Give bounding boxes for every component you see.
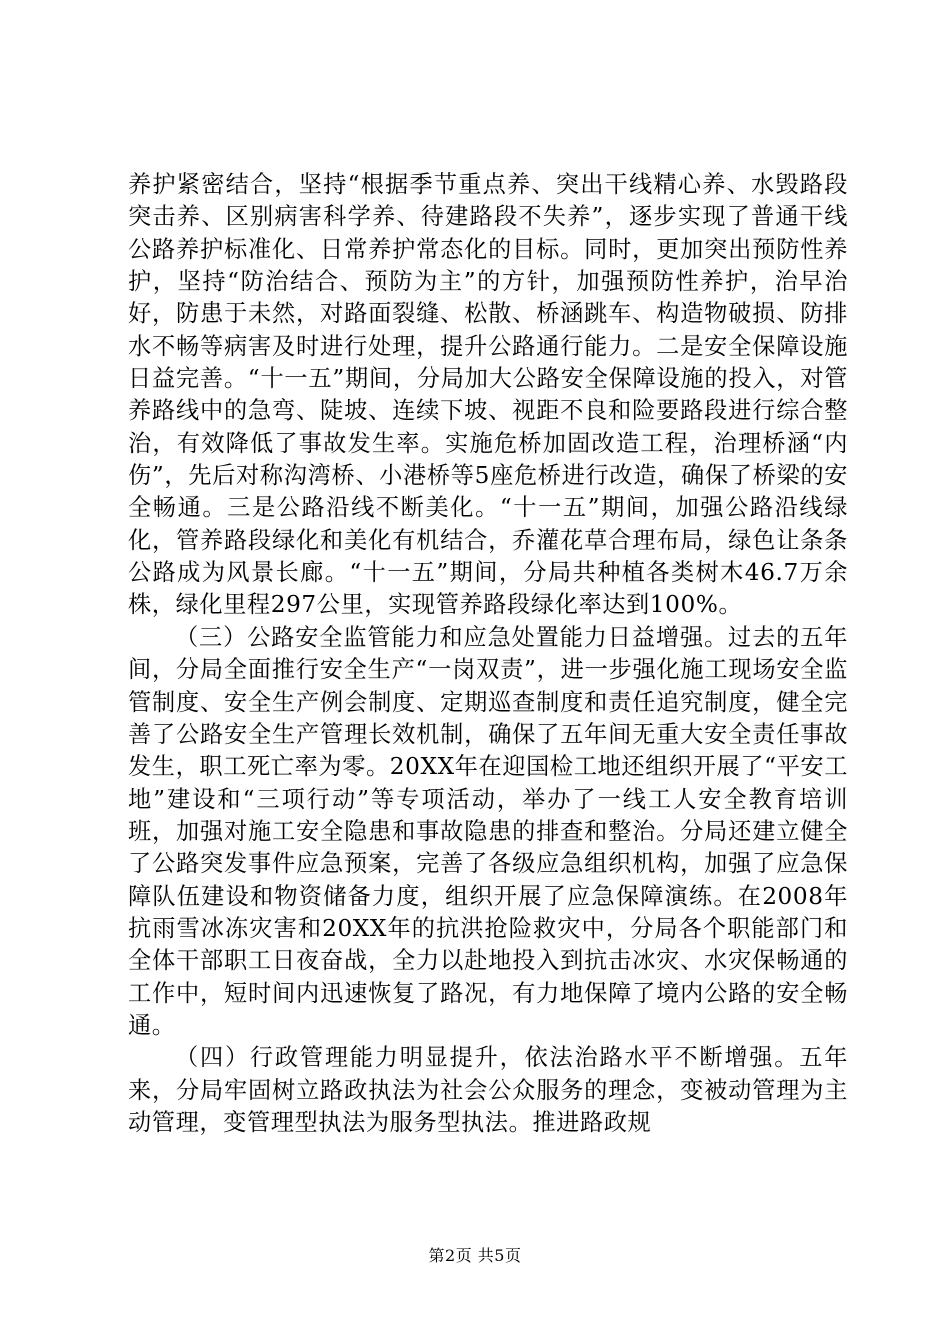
paragraph-continued: 养护紧密结合，坚持“根据季节重点养、突出干线精心养、水毁路段突击养、区别病害科学养、待建路段不失养”，逐步实现了普通干线公路养护标准化、日常养护常态化的目标。同时，更加突出预防性养护，坚持“防治结合、预防为主”的方针，加强预防性养护，治早治好，防患于未然，对路面裂缝、松散、桥涵跳车、构造物破损、防排水不畅等病害及时进行处理，提升公路通行能力。二是安全保障设施日益完善。“十一五”期间，分局加大公路安全保障设施的投入，对管养路线中的急弯、陡坡、连续下坡、视距不良和险要路段进行综合整治，有效降低了事故发生率。实施危桥加固改造工程，治理桥涵“内伤”，先后对称沟湾桥、小港桥等5座危桥进行改造，确保了桥梁的安全畅通。三是公路沿线不断美化。“十一五”期间，加强公路沿线绿化，管养路段绿化和美化有机结合，乔灌花草合理布局，绿色让条条公路成为风景长廊。“十一五”期间，分局共种植各类树木46.7万余株，绿化里程297公里，实现管养路段绿化率达到100%。 [128,171,848,619]
paragraph-section-3: （三）公路安全监管能力和应急处置能力日益增强。过去的五年间，分局全面推行安全生产“一岗双责”，进一步强化施工现场安全监管制度、安全生产例会制度、定期巡查制度和责任追究制度，健全完善了公路安全生产管理长效机制，确保了五年间无重大安全责任事故发生，职工死亡率为零。20XX年在迎国检工地还组织开展了“平安工地”建设和“三项行动”等专项活动，举办了一线工人安全教育培训班，加强对施工安全隐患和事故隐患的排查和整治。分局还建立健全了公路突发事件应急预案，完善了各级应急组织机构，加强了应急保障队伍建设和物资储备力度，组织开展了应急保障演练。在2008年抗雨雪冰冻灾害和20XX年的抗洪抢险救灾中，分局各个职能部门和全体干部职工日夜奋战，全力以赴地投入到抗击冰灾、水灾保畅通的工作中，短时间内迅速恢复了路况，有力地保障了境内公路的安全畅通。 [128,623,848,1039]
paragraph-section-4: （四）行政管理能力明显提升，依法治路水平不断增强。五年来，分局牢固树立路政执法为社会公众服务的理念，变被动管理为主动管理，变管理型执法为服务型执法。推进路政规 [128,1044,848,1136]
page-footer [0,1246,950,1266]
page-number-label: 第2页 共5页 [428,1246,522,1265]
document-body [128,169,848,1139]
